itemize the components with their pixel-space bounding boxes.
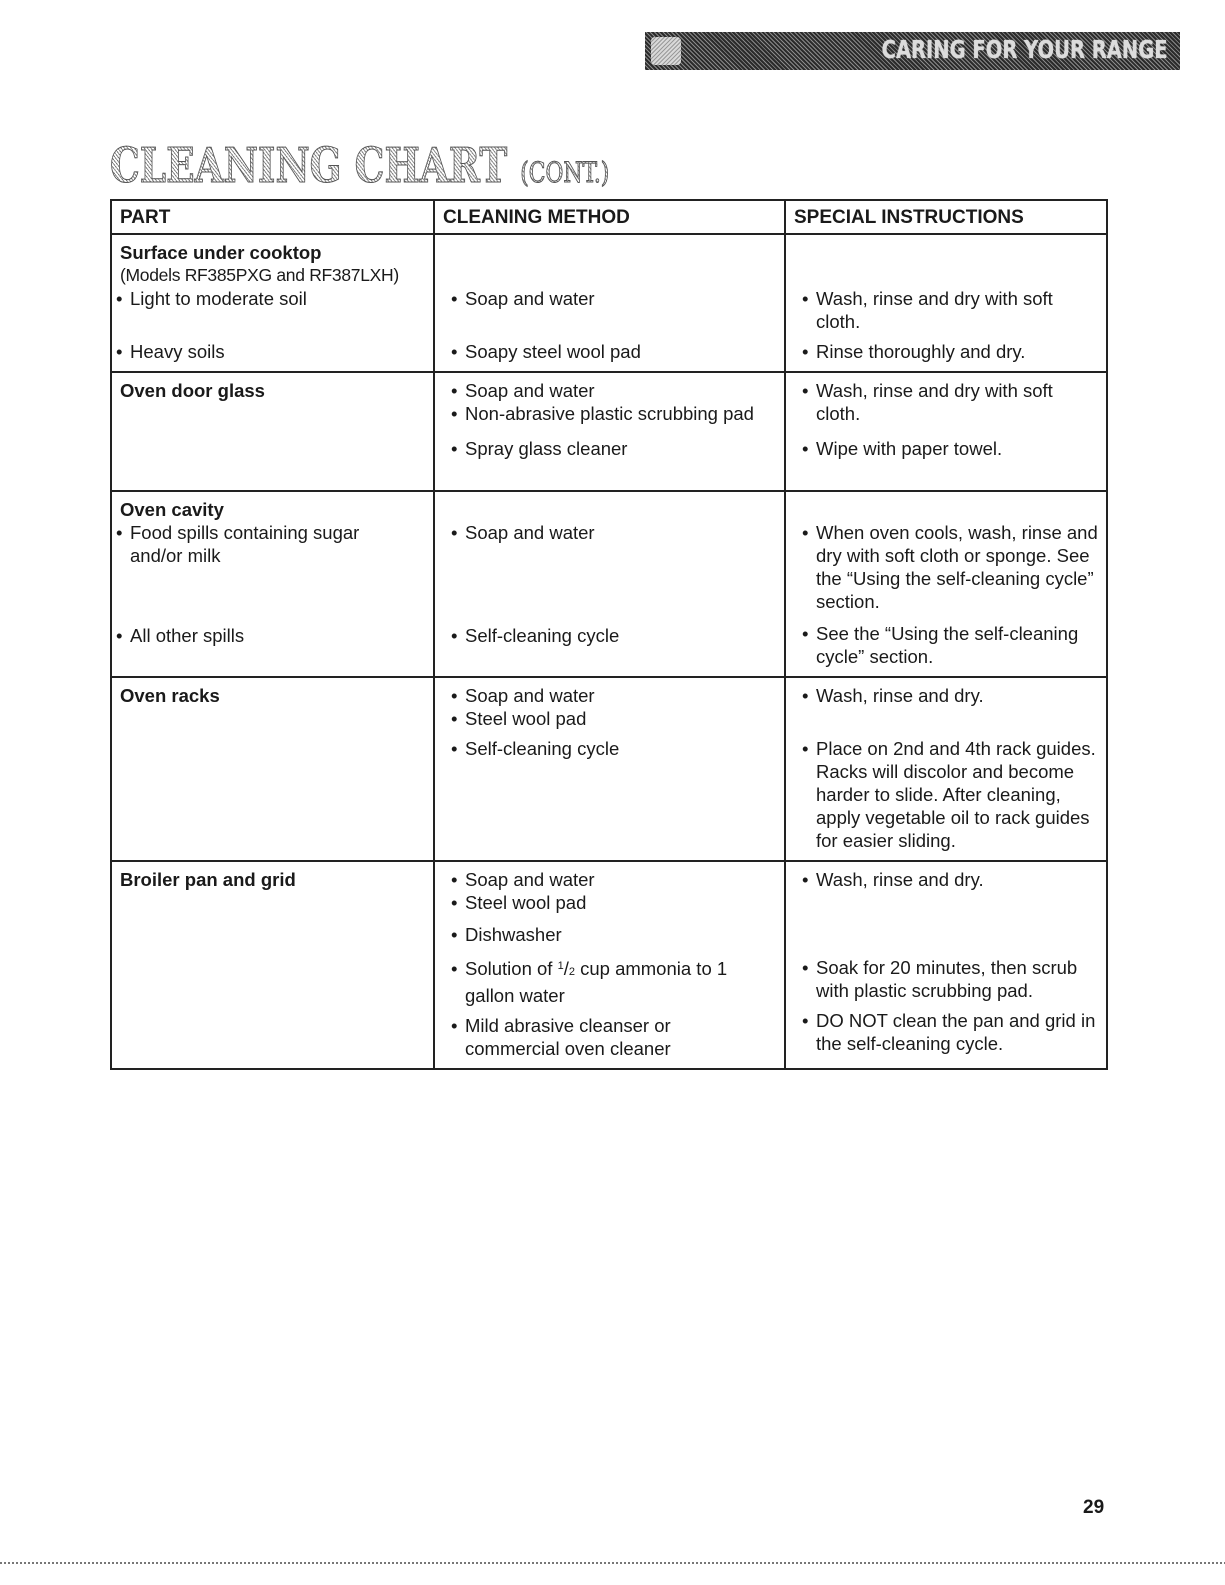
method-cell [435, 492, 786, 676]
part-cell [112, 235, 435, 371]
footer-rule [0, 1562, 1225, 1564]
table-header-row [112, 201, 1106, 233]
method-item: • Self-cleaning cycle [443, 624, 776, 647]
method-item-ammonia-solution: • Solution of $^1$/2 cup ammonia to 1 gallon water [443, 955, 776, 1007]
method-text: cup ammonia to 1 gallon water [465, 958, 728, 1006]
part-cell [112, 373, 435, 490]
method-text: Solution of [465, 958, 553, 979]
instruction-item: • See the “Using the self-cleaning cycle” section. [794, 622, 1098, 668]
method-cell [435, 862, 786, 1068]
part-cell [112, 678, 435, 860]
method-item: • Soap and water [443, 868, 776, 891]
part-name: Broiler pan and grid [120, 869, 296, 890]
part-name: Oven cavity [120, 499, 224, 520]
instruction-cell [786, 235, 1106, 371]
part-note: (Models RF385PXG and RF387LXH) [120, 265, 399, 285]
column-header-part: PART [112, 201, 435, 233]
section-title-suffix: (CONT.) [520, 156, 610, 189]
instruction-item: • Rinse thoroughly and dry. [794, 340, 1098, 363]
instruction-item: • Soak for 20 minutes, then scrub with plastic scrubbing pad. [794, 956, 1098, 1002]
instruction-item: • Wash, rinse and dry. [794, 684, 1098, 707]
part-cell [112, 862, 435, 1068]
part-name: Oven door glass [120, 380, 265, 401]
section-title-text: CLEANING CHART [110, 138, 508, 194]
method-item: • Soapy steel wool pad [443, 340, 776, 363]
instruction-item: • When oven cools, wash, rinse and dry with soft cloth or sponge. See the “Using the self-cleaning cycle” section. [794, 521, 1098, 613]
method-item: • Soap and water [443, 287, 776, 310]
table-row-broiler-pan-and-grid [112, 860, 1106, 1068]
instruction-cell [786, 492, 1106, 676]
instruction-item: • Wash, rinse and dry with soft cloth. [794, 287, 1098, 333]
instruction-item: • Wash, rinse and dry with soft cloth. [794, 379, 1098, 425]
method-cell [435, 373, 786, 490]
part-name: Oven racks [120, 685, 220, 706]
method-item: • Non-abrasive plastic scrubbing pad [443, 402, 776, 425]
method-item: • Soap and water [443, 684, 776, 707]
method-item: • Mild abrasive cleanser or commercial oven cleaner [443, 1014, 776, 1060]
instruction-item: • DO NOT clean the pan and grid in the self-cleaning cycle. [794, 1009, 1098, 1055]
instruction-item: • Wash, rinse and dry. [794, 868, 1098, 891]
instruction-item: • Place on 2nd and 4th rack guides. Racks will discolor and become harder to slide. After cleaning, apply vegetable oil to rack guides for easier sliding. [794, 737, 1098, 852]
method-item: • Soap and water [443, 379, 776, 402]
instruction-cell [786, 862, 1106, 1068]
banner-page-tab [651, 37, 681, 65]
sub-part: • All other spills [120, 624, 425, 647]
part-name: Surface under cooktop [120, 242, 322, 263]
page-number: 29 [1083, 1497, 1105, 1518]
header-banner [645, 32, 1180, 70]
method-item: • Dishwasher [443, 923, 776, 946]
table-row-surface-under-cooktop [112, 233, 1106, 371]
sub-part: • Heavy soils [120, 340, 425, 363]
sub-part: • Food spills containing sugar and/or milk [120, 521, 425, 567]
column-header-cleaning-method: CLEANING METHOD [435, 201, 786, 233]
method-item: • Soap and water [443, 521, 776, 544]
table-row-oven-racks [112, 676, 1106, 860]
sub-part: • Light to moderate soil [120, 287, 425, 310]
fraction-numerator: 1 [557, 960, 564, 972]
instruction-item: • Wipe with paper towel. [794, 437, 1098, 460]
method-item: • Steel wool pad [443, 707, 776, 730]
section-title [110, 138, 609, 194]
table-row-oven-cavity [112, 490, 1106, 676]
method-cell [435, 678, 786, 860]
banner-title: CARING FOR YOUR RANGE [882, 35, 1168, 64]
method-cell [435, 235, 786, 371]
method-item: • Self-cleaning cycle [443, 737, 776, 760]
method-item: • Steel wool pad [443, 891, 776, 914]
instruction-cell [786, 678, 1106, 860]
column-header-special-instructions: SPECIAL INSTRUCTIONS [794, 207, 1024, 228]
instruction-cell [786, 373, 1106, 490]
fraction-denominator: 2 [568, 966, 575, 978]
part-cell [112, 492, 435, 676]
cleaning-chart-table [110, 199, 1108, 1070]
method-item: • Spray glass cleaner [443, 437, 776, 460]
table-row-oven-door-glass [112, 371, 1106, 490]
